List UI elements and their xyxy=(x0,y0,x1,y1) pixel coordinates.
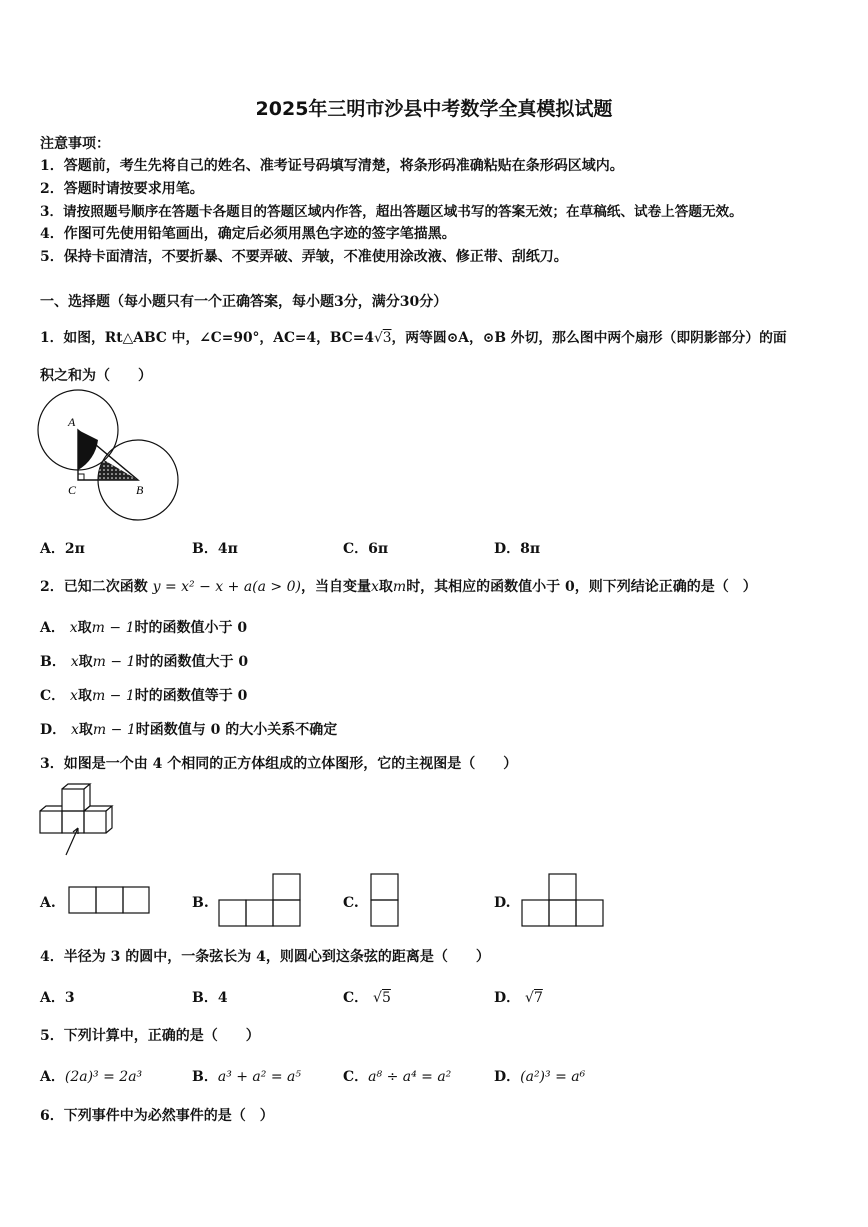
notice-item: 3．请按照题号顺序在答题卡各题目的答题区域内作答，超出答题区域书写的答案无效；在草稿纸、试卷上答题无效。 xyxy=(40,204,743,220)
q1-option-a[interactable]: A．2π xyxy=(40,541,85,557)
notice-item: 4．作图可先使用铅笔画出，确定后必须用黑色字迹的签字笔描黑。 xyxy=(40,226,456,242)
vertex-label-c: C xyxy=(68,483,77,497)
vertex-label-b: B xyxy=(136,483,144,497)
q2-option-d[interactable]: D． x取m − 1时函数值与 0 的大小关系不确定 xyxy=(40,722,338,738)
q3-option-a[interactable]: A. xyxy=(40,895,56,911)
q3-option-c[interactable]: C. xyxy=(343,895,359,911)
q3-option-b[interactable]: B. xyxy=(192,895,209,911)
question-3-figure xyxy=(38,783,118,863)
q1-option-b[interactable]: B．4π xyxy=(192,541,238,557)
q3-option-d[interactable]: D. xyxy=(494,895,511,911)
section-heading: 一、选择题（每小题只有一个正确答案，每小题3分，满分30分） xyxy=(40,294,448,310)
question-4-text: 4．半径为 3 的圆中，一条弦长为 4，则圆心到这条弦的距离是（ ） xyxy=(40,949,490,965)
q5-option-b[interactable]: B．a³ + a² = a⁵ xyxy=(192,1069,301,1085)
q2-option-b[interactable]: B． x取m − 1时的函数值大于 0 xyxy=(40,654,249,670)
q4-option-b[interactable]: B．4 xyxy=(192,990,228,1006)
q4-option-a[interactable]: A．3 xyxy=(40,990,75,1006)
q5-option-a[interactable]: A．(2a)³ = 2a³ xyxy=(40,1069,143,1085)
question-5-text: 5．下列计算中，正确的是（ ） xyxy=(40,1028,260,1044)
q3-option-c-figure xyxy=(370,873,400,927)
question-1-text-cont: 积之和为（ ） xyxy=(40,368,152,384)
q4-option-d[interactable]: D． √7 xyxy=(494,990,543,1006)
q5-option-c[interactable]: C．a⁸ ÷ a⁴ = a² xyxy=(343,1069,452,1085)
question-2-text: 2．已知二次函数 y = x² − x + a(a > 0)，当自变量x取m时，其相应的函数值小于 0，则下列结论正确的是（ ） xyxy=(40,579,757,595)
q2-option-a[interactable]: A． x取m − 1时的函数值小于 0 xyxy=(40,620,248,636)
q1-option-c[interactable]: C．6π xyxy=(343,541,389,557)
q5-option-d[interactable]: D．(a²)³ = a⁶ xyxy=(494,1069,586,1085)
notice-item: 2．答题时请按要求用笔。 xyxy=(40,181,204,197)
q4-option-c[interactable]: C． √5 xyxy=(343,990,391,1006)
question-1-text: 1．如图，Rt△ABC 中，∠C=90°，AC=4，BC=4√3，两等圆⊙A，⊙B 外切，那么图中两个扇形（即阴影部分）的面 xyxy=(40,330,787,346)
q3-option-b-figure xyxy=(218,873,302,927)
question-3-text: 3．如图是一个由 4 个相同的正方体组成的立体图形，它的主视图是（ ） xyxy=(40,756,518,772)
vertex-label-a: A xyxy=(68,415,76,429)
notice-item: 5．保持卡面清洁，不要折暴、不要弄破、弄皱，不准使用涂改液、修正带、刮纸刀。 xyxy=(40,249,568,265)
notice-heading: 注意事项： xyxy=(40,136,110,152)
question-6-text: 6．下列事件中为必然事件的是（ ） xyxy=(40,1108,274,1124)
q3-option-d-figure xyxy=(521,873,605,927)
page-title: 2025年三明市沙县中考数学全真模拟试题 xyxy=(255,98,613,120)
q3-option-a-figure xyxy=(68,886,150,914)
q2-option-c[interactable]: C． x取m − 1时的函数值等于 0 xyxy=(40,688,248,704)
notice-item: 1．答题前，考生先将自己的姓名、准考证号码填写清楚，将条形码准确粘贴在条形码区域内。 xyxy=(40,158,624,174)
q1-option-d[interactable]: D．8π xyxy=(494,541,541,557)
question-1-figure xyxy=(38,388,183,523)
